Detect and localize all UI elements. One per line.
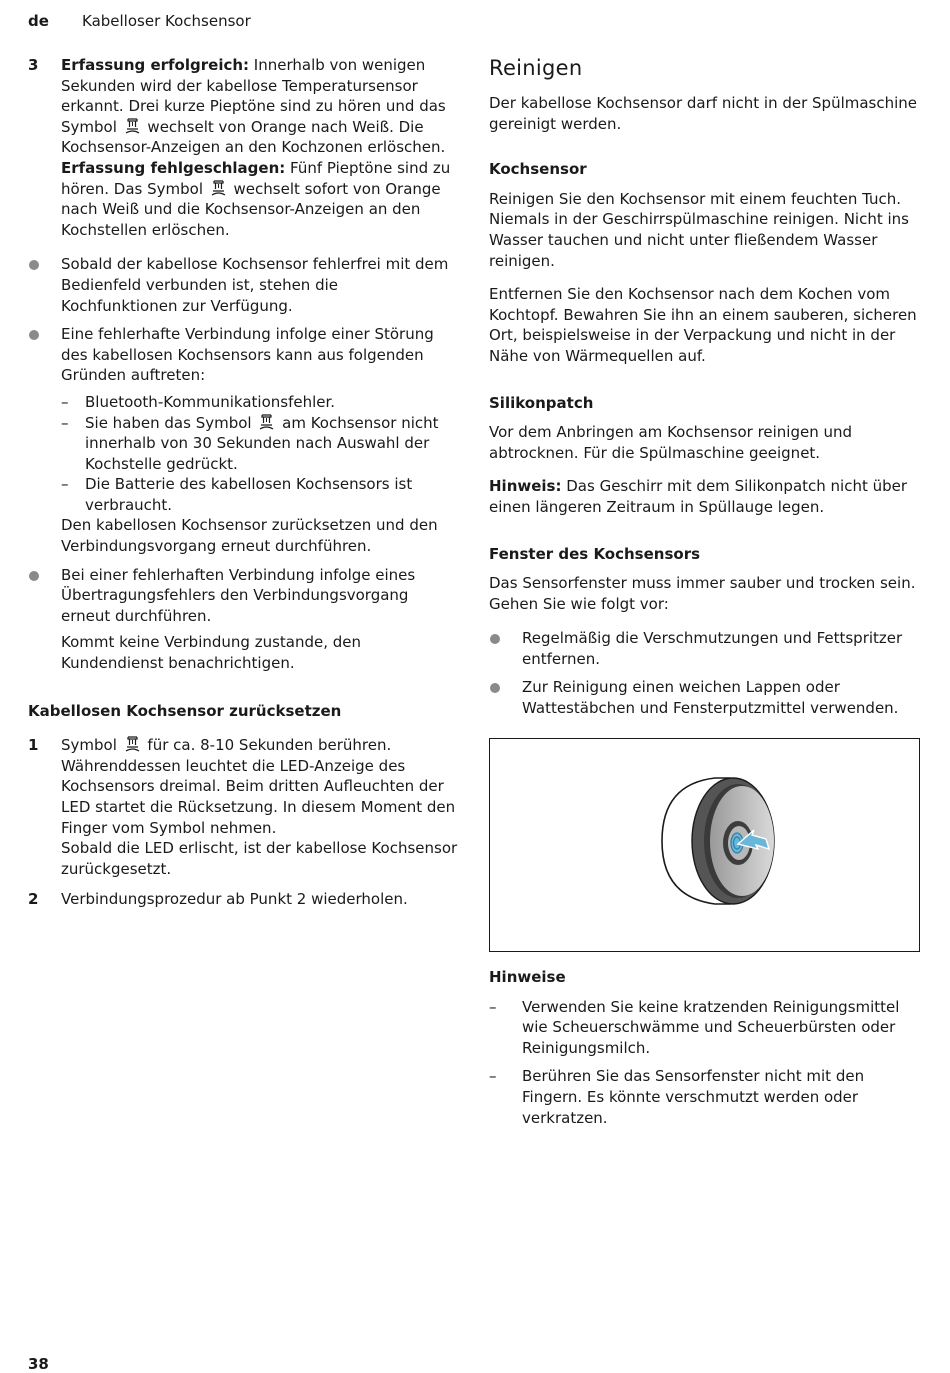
notes-section (489, 967, 923, 1136)
patch-paragraph: Vor dem Anbringen am Kochsensor reinigen und abtrocknen. Für die Spülmaschine geeignet. (489, 423, 853, 462)
page-number: 38 (28, 1355, 49, 1373)
bullet-text: Regelmäßig die Verschmutzungen und Fettspritzer entfernen. (522, 629, 903, 668)
right-column (489, 55, 923, 727)
dash-mark: – (61, 413, 69, 432)
dash-list (61, 392, 458, 516)
window-paragraph: Das Sensorfenster muss immer sauber und trocken sein. Gehen Sie wie folgt vor: (489, 574, 916, 613)
success-text-a: Innerhalb von wenigen Sekunden wird der kabellose Temperatursensor erkannt. Drei kurze Pieptöne sind zu hören und das Symbol (61, 56, 446, 136)
reset-step-2-text: Verbindungsprozedur ab Punkt 2 wiederholen. (61, 890, 408, 909)
dash-item (61, 392, 458, 413)
reset-text-b: für ca. 8-10 Sekunden berühren. Währenddessen leuchtet die LED-Anzeige des Kochsensors dreimal. Beim dritten Aufleuchten der LED startet die Rücksetzung. In diesem Moment den Finger vom Symbol nehmen. (61, 736, 456, 837)
dash-text: Die Batterie des kabellosen Kochsensors ist verbraucht. (85, 475, 413, 514)
note-item (489, 1066, 923, 1128)
patch-heading: Silikonpatch (489, 393, 594, 412)
bullet-dot-icon (29, 571, 39, 581)
dash-text-a: Sie haben das Symbol (85, 413, 257, 432)
bullet-extra: Kommt keine Verbindung zustande, den Kundendienst benachrichtigen. (61, 633, 362, 673)
sensor-symbol-icon (124, 117, 141, 135)
sensor-symbol-icon (258, 413, 275, 431)
notes-heading: Hinweise (489, 968, 566, 986)
dash-mark: – (61, 392, 69, 411)
bullet-item (28, 324, 458, 557)
note-label: Hinweis: (489, 477, 562, 496)
reset-step-1 (28, 735, 458, 879)
dash-text-b: am Kochsensor nicht innerhalb von 30 Sekunden nach Auswahl der Kochstelle gedrückt. (85, 413, 439, 473)
language-code: de (28, 12, 49, 30)
note-text: Verwenden Sie keine kratzenden Reinigungsmittel wie Scheuerschwämme und Scheuerbürsten oder Reinigungsmilch. (522, 997, 900, 1057)
bullet-intro: Eine fehlerhafte Verbindung infolge einer Störung des kabellosen Kochsensors kann aus folgenden Gründen auftreten: (61, 325, 434, 385)
sensor-symbol-icon (124, 735, 141, 753)
window-heading: Fenster des Kochsensors (489, 544, 701, 563)
bullet-item (28, 565, 458, 674)
bullet-outro: Den kabellosen Kochsensor zurücksetzen und den Verbindungsvorgang erneut durchführen. (61, 516, 438, 556)
sensor-heading: Kochsensor (489, 160, 587, 179)
sensor-paragraph: Entfernen Sie den Kochsensor nach dem Kochen vom Kochtopf. Bewahren Sie ihn an einem sauberen, sicheren Ort, beispielsweise in der Verpackung und nicht in der Nähe von Wärmequellen auf. (489, 285, 917, 365)
reset-text-a: Symbol (61, 736, 122, 755)
fail-label: Erfassung fehlgeschlagen: (61, 158, 286, 177)
success-text-b: wechselt von Orange nach Weiß. Die Kochsensor-Anzeigen an den Kochzonen erlöschen. (61, 117, 446, 157)
bullet-dot-icon (29, 330, 39, 340)
bullet-dot-icon (29, 260, 39, 270)
note-item (489, 997, 923, 1059)
section-title: Reinigen (489, 56, 583, 80)
dash-mark: – (61, 475, 69, 494)
left-column (28, 55, 458, 920)
reset-heading: Kabellosen Kochsensor zurücksetzen (28, 701, 342, 720)
bullet-text: Zur Reinigung einen weichen Lappen oder Wattestäbchen und Fensterputzmittel verwenden. (522, 678, 899, 718)
step-3 (28, 55, 458, 240)
step-number: 1 (28, 736, 39, 755)
dash-item (61, 474, 458, 515)
fail-text-b: wechselt sofort von Orange nach Weiß und die Kochsensor-Anzeigen an den Kochstellen erlöschen. (61, 179, 441, 239)
bullet-text: Bei einer fehlerhaften Verbindung infolge eines Übertragungsfehlers den Verbindungsvorgang erneut durchführen. (61, 565, 416, 625)
fail-text-a: Fünf Pieptöne sind zu hören. Das Symbol (61, 158, 451, 198)
intro-text: Der kabellose Kochsensor darf nicht in der Spülmaschine gereinigt werden. (489, 94, 918, 133)
success-label: Erfassung erfolgreich: (61, 56, 250, 74)
bullet-item (489, 677, 923, 718)
page-header (28, 12, 251, 30)
bullet-dot-icon (490, 634, 500, 644)
reset-text-c: Sobald die LED erlischt, ist der kabellose Kochsensor zurückgesetzt. (61, 839, 458, 878)
note-text: Das Geschirr mit dem Silikonpatch nicht über einen längeren Zeitraum in Spüllauge legen. (489, 477, 908, 516)
bullet-dot-icon (490, 683, 500, 693)
patch-note (489, 476, 923, 517)
sensor-drawing (490, 739, 918, 950)
reset-step-2 (28, 889, 458, 910)
sensor-illustration (489, 738, 920, 952)
bullet-item (489, 628, 923, 669)
dash-text: Bluetooth-Kommunikationsfehler. (85, 392, 336, 411)
note-text: Berühren Sie das Sensorfenster nicht mit den Fingern. Es könnte verschmutzt werden oder verkratzen. (522, 1067, 865, 1127)
dash-mark: – (489, 1067, 497, 1086)
document-title: Kabelloser Kochsensor (82, 12, 251, 30)
bullet-text: Sobald der kabellose Kochsensor fehlerfrei mit dem Bedienfeld verbunden ist, stehen die Kochfunktionen zur Verfügung. (61, 255, 449, 315)
step-number: 3 (28, 56, 39, 74)
dash-item (61, 413, 458, 475)
bullet-item (28, 254, 458, 316)
step-number: 2 (28, 890, 39, 909)
dash-mark: – (489, 997, 497, 1016)
sensor-symbol-icon (210, 179, 227, 197)
sensor-paragraph: Reinigen Sie den Kochsensor mit einem feuchten Tuch. Niemals in der Geschirrspülmaschine reinigen. Nicht ins Wasser tauchen und nicht unter fließendem Wasser reinigen. (489, 189, 909, 270)
